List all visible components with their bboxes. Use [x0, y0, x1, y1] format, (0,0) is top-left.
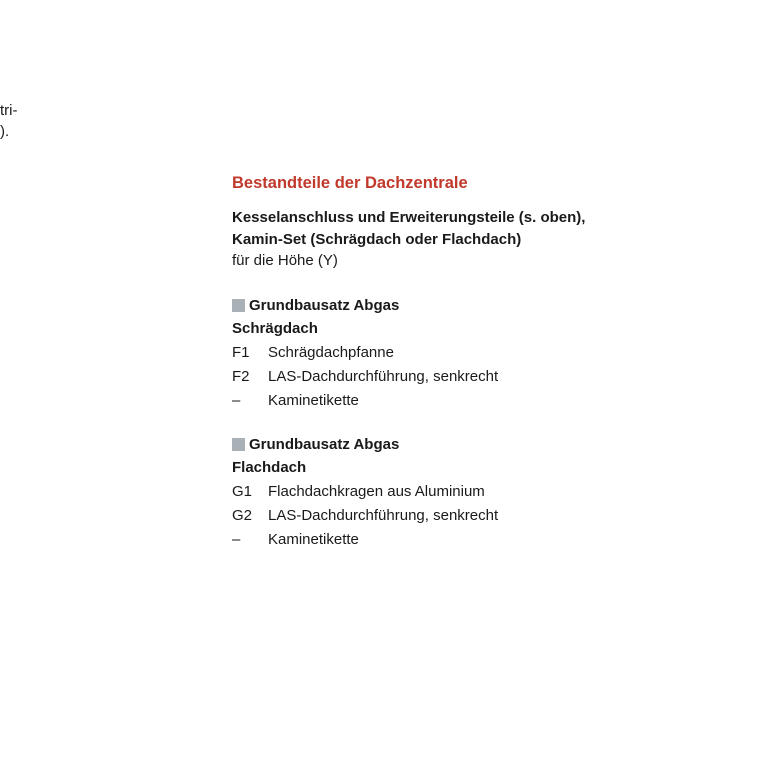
list-item — [232, 480, 752, 504]
intro-line-1: Kesselanschluss und Erweiterungsteile (s. oben), — [232, 209, 586, 226]
group-heading — [232, 433, 752, 456]
item-code: G1 — [232, 482, 253, 500]
item-code: G2 — [232, 506, 253, 524]
list-item — [232, 341, 752, 365]
group-subheading: Schrägdach — [232, 319, 318, 337]
item-code: – — [232, 391, 241, 409]
group-subheading: Flachdach — [232, 458, 307, 476]
item-code: – — [232, 530, 241, 548]
intro-line-2: Kamin-Set (Schrägdach oder Flachdach) — [232, 230, 522, 248]
item-code: F1 — [232, 343, 250, 361]
left-column-text-fragment: ). — [0, 123, 10, 140]
group-heading — [232, 294, 752, 317]
item-label: Schrägdachpfanne — [268, 343, 394, 361]
gray-square-marker-icon — [232, 299, 245, 312]
item-label: Kaminetikette — [268, 391, 359, 409]
section-title: Bestandteile der Dachzentrale — [232, 174, 468, 192]
item-label: Flachdachkragen aus Aluminium — [268, 482, 485, 500]
group-heading-label: Grundbausatz Abgas — [249, 435, 400, 453]
gray-square-marker-icon — [232, 438, 245, 451]
components-section — [232, 172, 752, 552]
item-code: F2 — [232, 367, 250, 385]
list-item — [232, 528, 752, 552]
list-item — [232, 504, 752, 528]
group-heading-label: Grundbausatz Abgas — [249, 296, 400, 314]
intro-text — [232, 207, 752, 272]
group-flat-roof — [232, 433, 752, 552]
item-label: LAS-Dachdurchführung, senkrecht — [268, 367, 499, 385]
left-column-text-fragment: tri- — [0, 102, 18, 119]
item-label: LAS-Dachdurchführung, senkrecht — [268, 506, 499, 524]
list-item — [232, 389, 752, 413]
item-label: Kaminetikette — [268, 530, 359, 548]
list-item — [232, 365, 752, 389]
group-pitched-roof — [232, 294, 752, 413]
intro-line-3: für die Höhe (Y) — [232, 252, 338, 269]
